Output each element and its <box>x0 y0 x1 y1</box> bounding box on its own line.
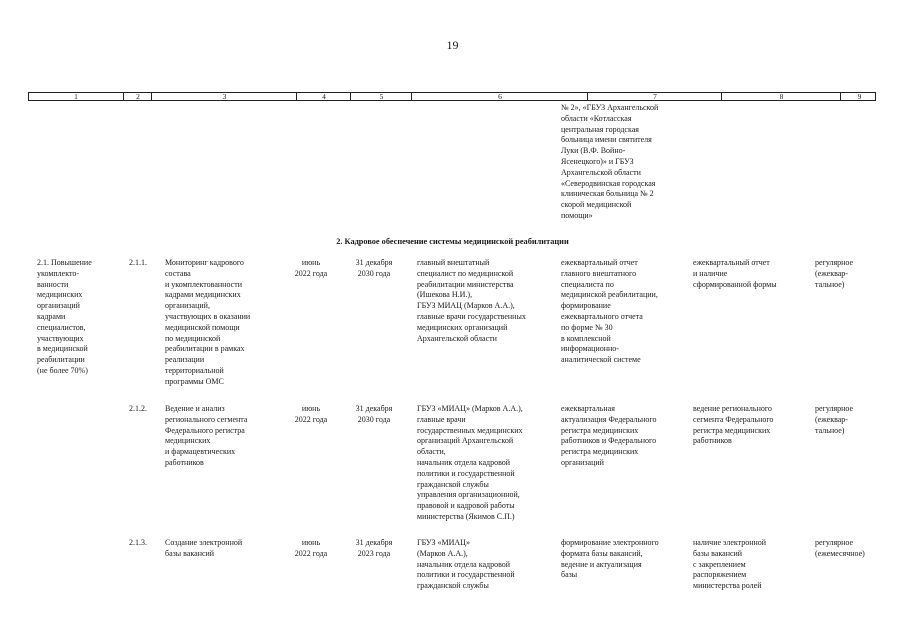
start-date: июнь 2022 года <box>294 404 328 424</box>
continuation-text: № 2», «ГБУЗ Архангельской области «Котласская центральная городская больница имени святителя Луки (В.Ф. Войно- Ясенецкого)» и ГБУЗ Архангельской области «Северодвинская городская клиническая больница № 2 скорой медицинской помощи» <box>561 103 659 220</box>
result-text: формирование электронного формата базы вакансий, ведение и актуализация базы <box>561 538 659 580</box>
column-number: 5 <box>350 92 412 101</box>
activity-text: Мониторинг кадрового состава и укомплектованности кадрами медицинских организаций, участвующих в оказании медицинской помощи по медицинской реабилитации в рамках реализации территориальной программы ОМС <box>165 258 251 386</box>
column-number: 9 <box>840 92 878 101</box>
section-title: 2. Кадровое обеспечение системы медицинской реабилитации <box>336 237 569 246</box>
item-number: 2.1.3. <box>129 538 147 547</box>
indicator-text: наличие электронной базы вакансий с закреплением распоряжением министерства ролей <box>693 538 767 591</box>
column-number: 1 <box>74 92 78 101</box>
item-number: 2.1.2. <box>129 404 147 413</box>
column-number: 4 <box>296 92 351 101</box>
column-number-header <box>28 92 876 101</box>
end-date: 31 декабря 2023 года <box>355 538 393 558</box>
column-number: 2 <box>123 92 152 101</box>
start-date: июнь 2022 года <box>294 538 328 558</box>
indicator-text: ежеквартальный отчет и наличие сформированной формы <box>693 258 777 289</box>
periodicity-text: регулярное (ежеквар- тальное) <box>815 404 854 435</box>
page-number: 19 <box>446 38 459 52</box>
end-date: 31 декабря 2030 года <box>355 404 393 424</box>
activity-text: Ведение и анализ регионального сегмента Федерального регистра медицинских и фармацевтических работников <box>165 404 248 467</box>
indicator-text: ведение регионального сегмента Федерального регистра медицинских работников <box>693 404 774 446</box>
column-number: 6 <box>411 92 588 101</box>
periodicity-text: регулярное (ежемесячное) <box>815 538 865 558</box>
periodicity-text: регулярное (ежеквар- тальное) <box>815 258 854 289</box>
goal-text: 2.1. Повышение укомплекто- ванности медицинских организаций кадрами специалистов, участвующих в медицинской реабилитации (не более 70%) <box>37 258 92 375</box>
column-number: 7 <box>587 92 722 101</box>
column-number: 8 <box>721 92 841 101</box>
responsible-text: главный внештатный специалист по медицинской реабилитации министерства (Ишекова Н.И.), ГБУЗ МИАЦ (Марков А.А.), главные врачи государственных медицинских организаций Архангельской области <box>417 258 526 343</box>
start-date: июнь 2022 года <box>294 258 328 278</box>
end-date: 31 декабря 2030 года <box>355 258 393 278</box>
result-text: ежеквартальная актуализация Федерального регистра медицинских работников и Федерального регистра медицинских организаций <box>561 404 657 467</box>
item-number: 2.1.1. <box>129 258 147 267</box>
responsible-text: ГБУЗ «МИАЦ» (Марков А.А.), начальник отдела кадровой политики и государственной гражданской службы <box>417 538 515 591</box>
responsible-text: ГБУЗ «МИАЦ» (Марков А.А.), главные врачи государственных медицинских организаций Архангельской области, начальник отдела кадровой политики и государственной гражданской службы управления организационной, правовой и кадровой работы министерства (Якимов С.П.) <box>417 404 523 521</box>
activity-text: Создание электронной базы вакансий <box>165 538 243 558</box>
column-number: 3 <box>151 92 297 101</box>
result-text: ежеквартальный отчет главного внештатного специалиста по медицинской реабилитации, формирование ежеквартального отчета по форме № 30 в комплексной информационно- аналитической системе <box>561 258 658 365</box>
